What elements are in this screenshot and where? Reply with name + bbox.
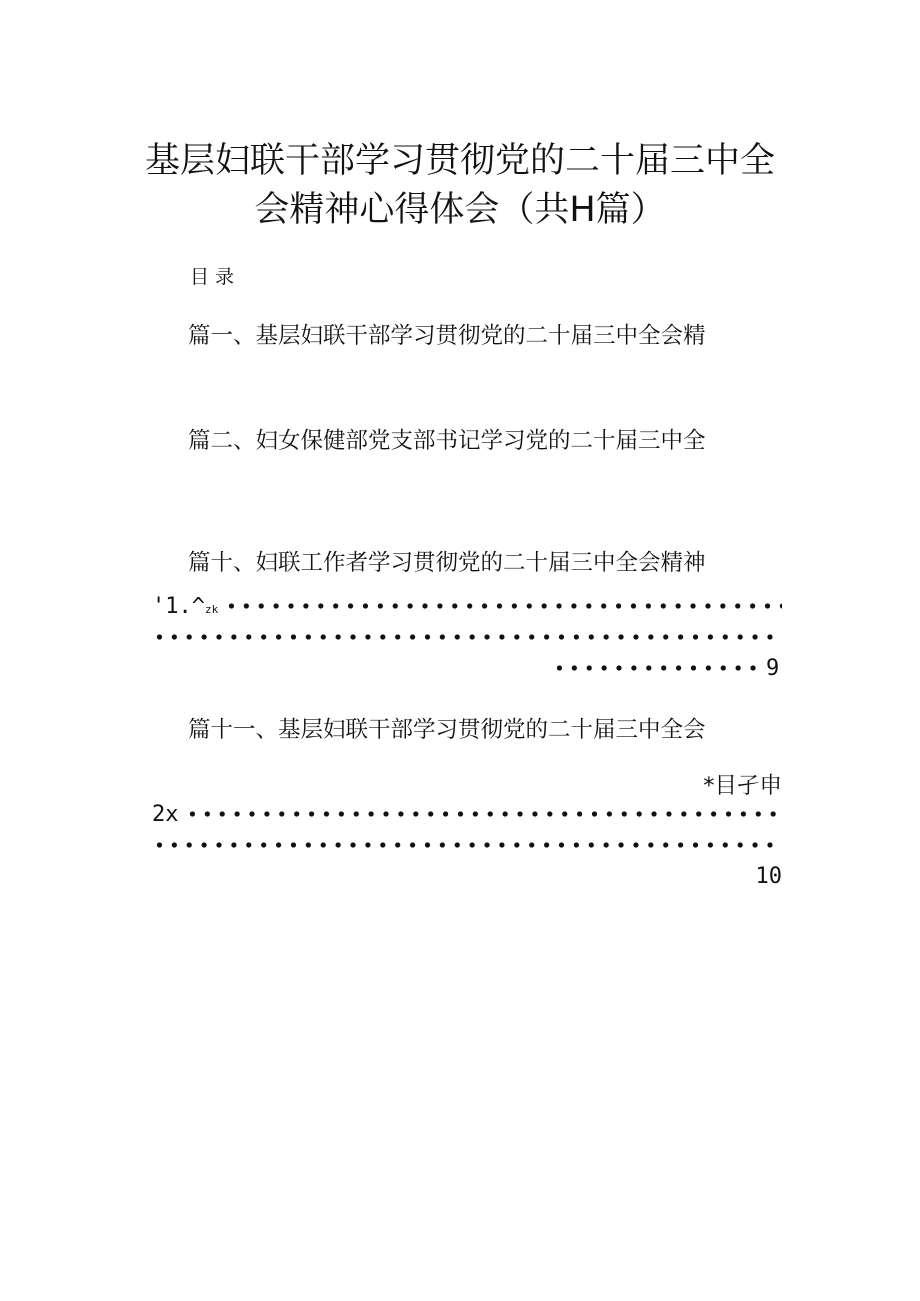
toc-leader-row [152,831,782,859]
toc-leader-prefix: '1.^zk [152,593,219,619]
leader-dots [552,665,762,671]
document-title-line-1: 基层妇联干部学习贯彻党的二十届三中全 [144,141,775,181]
toc-entry-11[interactable]: 篇十一、基层妇联干部学习贯彻党的二十届三中全会 [188,717,706,743]
toc-leader-row [152,800,782,828]
toc-entry-1[interactable]: 篇一、基层妇联干部学习贯彻党的二十届三中全会精 [188,323,706,349]
toc-entry-2[interactable]: 篇二、妇女保健部党支部书记学习党的二十届三中全 [188,428,706,454]
toc-entry-continuation: *目孑申 [703,773,782,799]
document-title-line-2: 会精神心得体会（共H篇） [254,190,666,230]
toc-leader-row [152,592,782,620]
leader-dots [152,634,782,640]
toc-page-number: 9 [766,655,780,681]
leader-dots [224,603,782,609]
toc-leader-prefix: 2x [152,801,179,827]
toc-leader-row [152,623,782,651]
toc-entry-10[interactable]: 篇十、妇联工作者学习贯彻党的二十届三中全会精神 [188,550,706,576]
leader-dots [185,811,783,817]
leader-dots [152,842,782,848]
toc-leader-row [552,654,782,682]
toc-heading: 目录 [190,266,241,288]
toc-page-number: 10 [755,864,782,889]
